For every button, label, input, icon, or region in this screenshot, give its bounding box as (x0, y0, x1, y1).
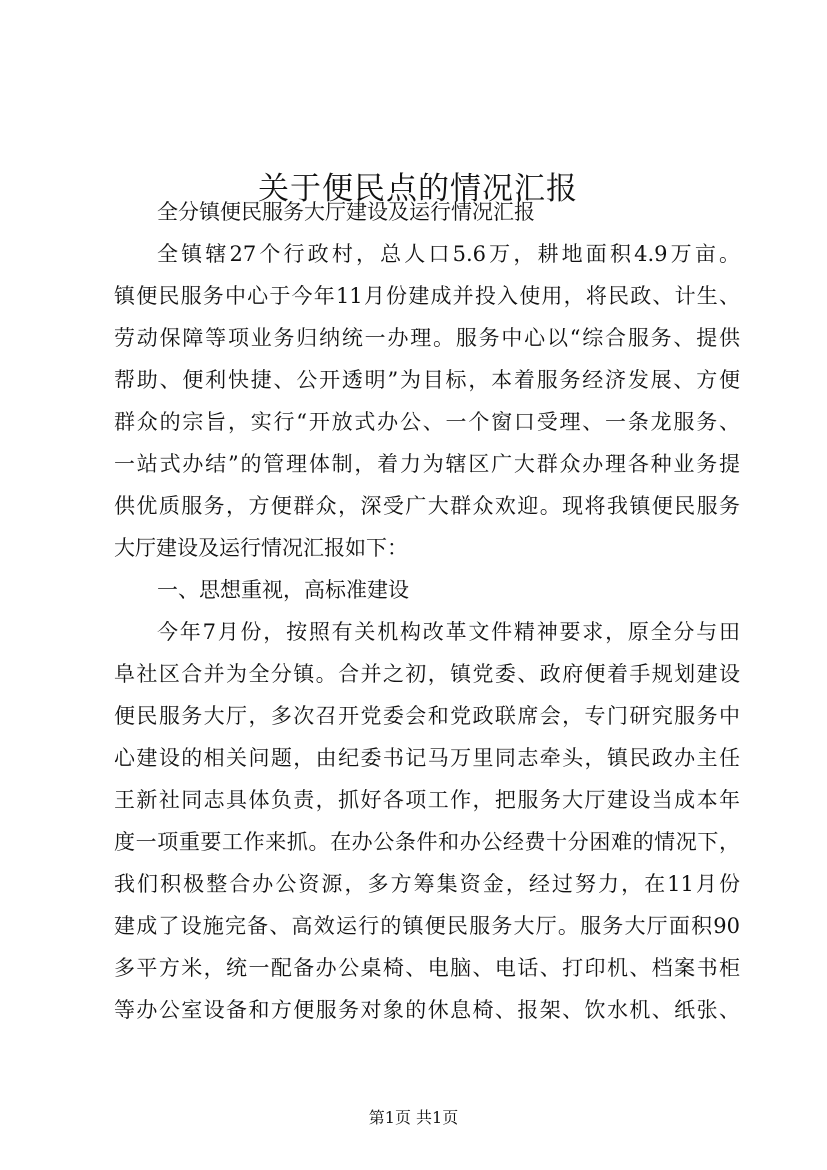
body-line: 一、思想重视，高标准建设 (157, 578, 409, 602)
body-line: 全分镇便民服务大厅建设及运行情况汇报 (157, 200, 535, 224)
body-line: 心建设的相关问题，由纪委书记马万里同志牵头，镇民政办主任 (114, 746, 740, 770)
body-line: 镇便民服务中心于今年11月份建成并投入使用，将民政、计生、 (114, 284, 740, 308)
body-line: 便民服务大厅，多次召开党委会和党政联席会，专门研究服务中 (114, 704, 740, 728)
body-line: 一站式办结”的管理体制，着力为辖区广大群众办理各种业务提 (114, 452, 740, 476)
body-line: 劳动保障等项业务归纳统一办理。服务中心以“综合服务、提供 (114, 326, 740, 350)
body-line: 建成了设施完备、高效运行的镇便民服务大厅。服务大厅面积90 (114, 914, 740, 938)
document-title: 关于便民点的情况汇报 (258, 170, 578, 207)
body-line: 我们积极整合办公资源，多方筹集资金，经过努力，在11月份 (114, 872, 740, 896)
body-line: 等办公室设备和方便服务对象的休息椅、报架、饮水机、纸张、 (114, 998, 740, 1022)
body-line: 大厅建设及运行情况汇报如下： (114, 536, 408, 560)
body-line: 帮助、便利快捷、公开透明”为目标，本着服务经济发展、方便 (114, 368, 740, 392)
body-line: 阜社区合并为全分镇。合并之初，镇党委、政府便着手规划建设 (114, 662, 740, 686)
body-line: 王新社同志具体负责，抓好各项工作，把服务大厅建设当成本年 (114, 788, 740, 812)
body-line: 多平方米，统一配备办公桌椅、电脑、电话、打印机、档案书柜 (114, 956, 740, 980)
body-line: 度一项重要工作来抓。在办公条件和办公经费十分困难的情况下， (114, 830, 740, 854)
body-line: 群众的宗旨，实行“开放式办公、一个窗口受理、一条龙服务、 (114, 410, 740, 434)
page-footer: 第1页 共1页 (368, 1108, 459, 1127)
body-line: 全镇辖27个行政村，总人口5.6万，耕地面积4.9万亩。 (157, 242, 740, 266)
body-line: 今年7月份，按照有关机构改革文件精神要求，原全分与田 (157, 620, 740, 644)
body-line: 供优质服务，方便群众，深受广大群众欢迎。现将我镇便民服务 (114, 494, 740, 518)
